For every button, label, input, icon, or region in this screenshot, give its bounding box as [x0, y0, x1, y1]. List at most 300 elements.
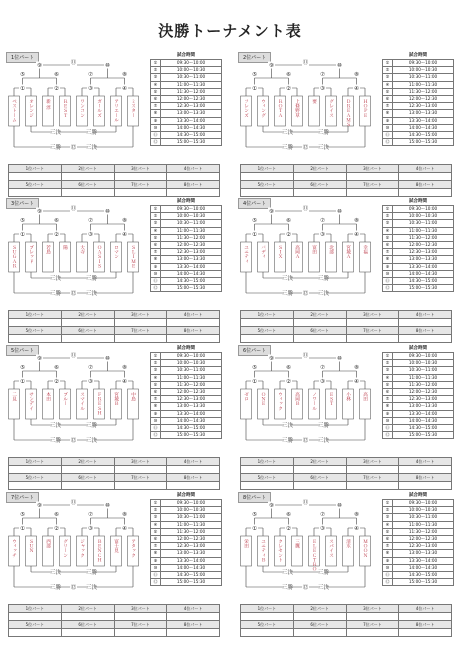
time-row: [383, 88, 454, 95]
match-number: ⑫: [70, 144, 77, 151]
time-table: [150, 205, 222, 292]
time-slot: 11:00～11:30: [393, 81, 454, 88]
team-name: ＨＯＰＥ: [362, 99, 368, 118]
results-header-row: [9, 181, 220, 189]
results-cell[interactable]: [114, 335, 167, 343]
time-number: ⑥: [383, 535, 393, 542]
time-number: ⑦: [383, 543, 393, 550]
time-slot: 13:30～14:00: [393, 263, 454, 270]
results-header-cell: 3位パート: [346, 311, 399, 319]
time-row: [151, 110, 222, 117]
results-cell[interactable]: [114, 613, 167, 621]
results-cell[interactable]: [241, 319, 294, 327]
results-table: [240, 457, 452, 490]
time-number: ⑨: [151, 557, 161, 564]
results-cell[interactable]: [293, 613, 346, 621]
match-number: ⑪: [70, 205, 77, 212]
time-table: [382, 352, 454, 439]
match-number: ①: [20, 85, 25, 92]
team-name: ＭＯＯＮ: [362, 539, 368, 558]
tournament-block: [236, 345, 456, 485]
time-number: ⑦: [151, 396, 161, 403]
results-header-cell: 6位パート: [61, 327, 114, 335]
results-cell[interactable]: [9, 173, 62, 181]
time-number: ①: [151, 206, 161, 213]
time-table: [150, 352, 222, 439]
match-number: ⑩: [105, 208, 110, 215]
time-slot: 13:30～14:00: [161, 263, 222, 270]
match-number: ③: [320, 85, 325, 92]
match-number: ①: [20, 378, 25, 385]
time-slot: 15:00～15:30: [393, 579, 454, 586]
time-slot: 10:30～11:00: [161, 514, 222, 521]
time-row: [383, 374, 454, 381]
team-name: ブレッド: [28, 245, 34, 264]
results-header-cell: 5位パート: [9, 474, 62, 482]
match-label: 三決: [49, 275, 62, 282]
results-cell[interactable]: [167, 189, 220, 197]
match-number: ②: [286, 525, 291, 532]
match-label: 三決: [49, 129, 62, 136]
results-cell[interactable]: [293, 466, 346, 474]
results-cell[interactable]: [61, 335, 114, 343]
results-header-row: [9, 458, 220, 466]
time-table-header: 試合時間: [177, 199, 195, 204]
time-number: ⑪: [383, 424, 393, 431]
results-cell[interactable]: [346, 466, 399, 474]
time-number: ⑪: [383, 571, 393, 578]
results-header-cell: 7位パート: [346, 181, 399, 189]
team-name: ＳＩＸ: [277, 245, 283, 259]
time-row: [383, 110, 454, 117]
match-number: ⑦: [320, 364, 325, 371]
results-cell[interactable]: [167, 173, 220, 181]
time-slot: 10:00～10:30: [393, 67, 454, 74]
results-cell[interactable]: [346, 319, 399, 327]
time-slot: 13:00～13:30: [161, 403, 222, 410]
time-number: ①: [383, 500, 393, 507]
time-slot: 15:00～15:30: [161, 579, 222, 586]
team-name: クレセント: [277, 539, 283, 562]
time-row: [383, 95, 454, 102]
time-slot: 14:30～15:00: [393, 131, 454, 138]
time-slot: 10:00～10:30: [161, 67, 222, 74]
time-slot: 11:30～12:00: [393, 234, 454, 241]
time-row: [151, 535, 222, 542]
time-slot: 15:00～15:30: [393, 139, 454, 146]
results-cell[interactable]: [114, 629, 167, 637]
results-header-cell: 4位パート: [399, 458, 452, 466]
results-cell[interactable]: [346, 629, 399, 637]
results-cell[interactable]: [399, 482, 452, 490]
match-number: ④: [354, 231, 359, 238]
match-label: 三勝: [85, 422, 98, 429]
team-name: ＲＯＴＡ: [277, 99, 283, 118]
results-cell[interactable]: [241, 173, 294, 181]
results-cell[interactable]: [167, 319, 220, 327]
results-value-row: [241, 335, 452, 343]
match-number: ⑥: [286, 511, 291, 518]
results-cell[interactable]: [241, 189, 294, 197]
match-number: ⑫: [302, 437, 309, 444]
results-header-cell: 3位パート: [114, 311, 167, 319]
time-row: [151, 277, 222, 284]
time-slot: 09:30～10:00: [161, 353, 222, 360]
time-number: ⑨: [383, 117, 393, 124]
match-number: ⑩: [337, 62, 342, 69]
team-name: ユニティＢ: [260, 539, 266, 562]
time-row: [383, 396, 454, 403]
results-cell[interactable]: [114, 319, 167, 327]
results-cell[interactable]: [399, 466, 452, 474]
team-name: ベストーム: [11, 99, 17, 122]
match-number: ⑦: [320, 217, 325, 224]
time-number: ⑤: [151, 234, 161, 241]
match-number: ②: [286, 231, 291, 238]
time-row: [383, 388, 454, 395]
time-slot: 14:30～15:00: [161, 277, 222, 284]
time-slot: 14:30～15:00: [161, 424, 222, 431]
results-cell[interactable]: [9, 466, 62, 474]
time-number: ⑤: [383, 528, 393, 535]
results-header-row: [9, 605, 220, 613]
results-cell[interactable]: [399, 613, 452, 621]
time-table: [382, 205, 454, 292]
time-number: ⑧: [151, 110, 161, 117]
match-label: 三決: [281, 422, 294, 429]
results-cell[interactable]: [241, 613, 294, 621]
time-table: [150, 499, 222, 586]
time-row: [151, 124, 222, 131]
team-name: 小林: [345, 392, 351, 402]
tournament-block: [236, 492, 456, 632]
team-name: ユニティ: [243, 245, 249, 264]
results-cell[interactable]: [346, 173, 399, 181]
time-row: [383, 528, 454, 535]
results-header-cell: 4位パート: [399, 605, 452, 613]
results-cell[interactable]: [346, 613, 399, 621]
match-number: ⑤: [252, 364, 257, 371]
time-row: [151, 564, 222, 571]
match-number: ⑪: [302, 352, 309, 359]
match-number: ③: [320, 231, 325, 238]
results-cell[interactable]: [61, 189, 114, 197]
time-slot: 09:30～10:00: [393, 500, 454, 507]
time-row: [383, 367, 454, 374]
match-number: ⑩: [337, 502, 342, 509]
team-name: 大寺: [79, 245, 85, 255]
time-number: ②: [151, 213, 161, 220]
time-number: ③: [383, 74, 393, 81]
results-cell[interactable]: [61, 319, 114, 327]
results-cell[interactable]: [114, 482, 167, 490]
results-cell[interactable]: [9, 335, 62, 343]
time-number: ②: [383, 360, 393, 367]
results-cell[interactable]: [399, 629, 452, 637]
match-number: ②: [54, 231, 59, 238]
results-cell[interactable]: [241, 335, 294, 343]
time-row: [383, 285, 454, 292]
results-header-cell: 3位パート: [346, 458, 399, 466]
results-header-cell: 5位パート: [241, 621, 294, 629]
time-number: ③: [383, 367, 393, 374]
match-label: 三決: [281, 275, 294, 282]
team-name: オレンジ: [28, 99, 34, 118]
results-table: [240, 604, 452, 637]
results-header-cell: 8位パート: [399, 181, 452, 189]
time-row: [151, 227, 222, 234]
time-row: [151, 403, 222, 410]
time-slot: 11:00～11:30: [161, 227, 222, 234]
time-row: [151, 263, 222, 270]
time-number: ⑥: [151, 95, 161, 102]
time-row: [151, 220, 222, 227]
match-number: ①: [252, 378, 257, 385]
match-number: ⑥: [54, 217, 59, 224]
team-name: ＳＵＮ: [28, 539, 34, 553]
time-number: ⑧: [151, 403, 161, 410]
results-cell[interactable]: [61, 482, 114, 490]
time-row: [383, 206, 454, 213]
results-cell[interactable]: [9, 629, 62, 637]
time-slot: 12:00～12:30: [393, 95, 454, 102]
results-cell[interactable]: [9, 613, 62, 621]
results-cell[interactable]: [399, 319, 452, 327]
time-row: [151, 360, 222, 367]
time-slot: 10:30～11:00: [161, 220, 222, 227]
time-number: ⑩: [383, 564, 393, 571]
time-row: [151, 367, 222, 374]
time-row: [383, 403, 454, 410]
results-header-cell: 7位パート: [114, 327, 167, 335]
time-slot: 10:00～10:30: [393, 507, 454, 514]
time-slot: 15:00～15:30: [393, 432, 454, 439]
match-number: ⑦: [88, 71, 93, 78]
results-cell[interactable]: [61, 629, 114, 637]
time-number: ⑧: [151, 550, 161, 557]
time-number: ⑫: [383, 139, 393, 146]
page-title: 決勝トーナメント表: [158, 22, 302, 40]
time-slot: 13:30～14:00: [161, 410, 222, 417]
results-cell[interactable]: [9, 319, 62, 327]
results-cell[interactable]: [293, 629, 346, 637]
results-header-cell: 7位パート: [114, 181, 167, 189]
team-name: 高岡Ａ: [294, 245, 300, 259]
match-number: ①: [252, 525, 257, 532]
time-row: [383, 424, 454, 431]
time-slot: 09:30～10:00: [393, 60, 454, 67]
time-table: [382, 59, 454, 146]
time-number: ⑫: [383, 579, 393, 586]
results-cell[interactable]: [293, 482, 346, 490]
match-number: ⑪: [302, 205, 309, 212]
time-number: ⑤: [383, 88, 393, 95]
results-header-cell: 8位パート: [167, 181, 220, 189]
match-number: ⑧: [122, 511, 127, 518]
match-number: ①: [20, 525, 25, 532]
time-row: [151, 528, 222, 535]
results-cell[interactable]: [167, 629, 220, 637]
time-slot: 11:00～11:30: [161, 374, 222, 381]
time-slot: 14:00～14:30: [161, 564, 222, 571]
results-cell[interactable]: [61, 173, 114, 181]
time-number: ⑦: [383, 249, 393, 256]
time-number: ⑩: [383, 270, 393, 277]
match-label: 三勝: [49, 584, 62, 591]
results-header-row: [241, 605, 452, 613]
results-cell[interactable]: [241, 482, 294, 490]
results-cell[interactable]: [9, 189, 62, 197]
time-slot: 13:00～13:30: [393, 110, 454, 117]
team-name: 富田: [311, 245, 317, 255]
time-row: [151, 67, 222, 74]
team-name: 二見: [11, 392, 17, 402]
results-cell[interactable]: [399, 335, 452, 343]
results-cell[interactable]: [346, 335, 399, 343]
results-cell[interactable]: [346, 482, 399, 490]
results-cell[interactable]: [399, 189, 452, 197]
results-cell[interactable]: [399, 173, 452, 181]
time-row: [383, 124, 454, 131]
match-number: ⑩: [105, 355, 110, 362]
time-number: ⑩: [151, 124, 161, 131]
time-number: ⑧: [383, 550, 393, 557]
time-slot: 14:00～14:30: [161, 270, 222, 277]
time-row: [151, 213, 222, 220]
tournament-block: [4, 492, 224, 632]
match-label: 三勝: [317, 569, 330, 576]
match-label: 三勝: [281, 437, 294, 444]
results-cell[interactable]: [293, 335, 346, 343]
results-value-row: [241, 482, 452, 490]
time-slot: 11:00～11:30: [393, 521, 454, 528]
results-cell[interactable]: [293, 189, 346, 197]
match-number: ⑤: [252, 511, 257, 518]
team-name: ＳＬＩＭＥ: [130, 245, 136, 268]
team-name: ＯＮＥ: [260, 392, 266, 406]
results-header-cell: 4位パート: [399, 165, 452, 173]
time-row: [151, 234, 222, 241]
time-number: ④: [151, 81, 161, 88]
results-header-cell: 2位パート: [61, 605, 114, 613]
time-slot: 10:00～10:30: [393, 360, 454, 367]
time-number: ⑪: [383, 131, 393, 138]
match-number: ⑤: [252, 71, 257, 78]
time-number: ⑤: [383, 234, 393, 241]
results-cell[interactable]: [293, 173, 346, 181]
time-number: ⑥: [151, 535, 161, 542]
results-cell[interactable]: [114, 189, 167, 197]
results-header-row: [9, 327, 220, 335]
time-slot: 14:30～15:00: [393, 277, 454, 284]
match-number: ⑦: [88, 364, 93, 371]
team-name: サンデイ: [28, 392, 34, 411]
match-label: 三決: [281, 129, 294, 136]
results-header-cell: 5位パート: [9, 181, 62, 189]
time-number: ③: [151, 220, 161, 227]
results-header-cell: 1位パート: [9, 165, 62, 173]
time-slot: 11:30～12:00: [393, 88, 454, 95]
match-number: ⑦: [88, 511, 93, 518]
results-cell[interactable]: [293, 319, 346, 327]
results-header-cell: 6位パート: [293, 621, 346, 629]
match-label: 三決: [317, 437, 330, 444]
results-cell[interactable]: [114, 466, 167, 474]
time-row: [383, 270, 454, 277]
time-slot: 10:30～11:00: [393, 220, 454, 227]
time-slot: 10:30～11:00: [161, 74, 222, 81]
time-row: [151, 550, 222, 557]
time-slot: 13:00～13:30: [393, 256, 454, 263]
results-header-row: [241, 621, 452, 629]
time-row: [151, 206, 222, 213]
results-cell[interactable]: [167, 613, 220, 621]
time-number: ⑧: [151, 256, 161, 263]
results-cell[interactable]: [9, 482, 62, 490]
results-cell[interactable]: [241, 466, 294, 474]
results-cell[interactable]: [61, 613, 114, 621]
time-row: [151, 507, 222, 514]
time-row: [383, 117, 454, 124]
time-slot: 11:30～12:00: [161, 234, 222, 241]
time-row: [383, 353, 454, 360]
block-label: 6位パート: [238, 345, 271, 356]
time-number: ④: [383, 227, 393, 234]
time-slot: 13:00～13:30: [393, 403, 454, 410]
time-number: ④: [383, 374, 393, 381]
results-header-row: [241, 181, 452, 189]
time-number: ⑤: [383, 381, 393, 388]
match-number: ②: [286, 85, 291, 92]
results-header-cell: 3位パート: [114, 165, 167, 173]
block-label: 2位パート: [238, 52, 271, 63]
time-number: ⑪: [151, 131, 161, 138]
time-number: ③: [151, 367, 161, 374]
results-cell[interactable]: [241, 629, 294, 637]
match-number: ⑥: [286, 217, 291, 224]
match-label: 三決: [85, 437, 98, 444]
results-cell[interactable]: [167, 482, 220, 490]
time-row: [383, 67, 454, 74]
team-name: 西部: [45, 539, 51, 549]
time-number: ⑨: [383, 410, 393, 417]
results-cell[interactable]: [114, 173, 167, 181]
time-row: [383, 103, 454, 110]
results-cell[interactable]: [61, 466, 114, 474]
results-header-cell: 2位パート: [61, 165, 114, 173]
results-cell[interactable]: [167, 335, 220, 343]
results-cell[interactable]: [167, 466, 220, 474]
time-number: ④: [151, 521, 161, 528]
time-number: ②: [383, 507, 393, 514]
time-slot: 14:00～14:30: [161, 124, 222, 131]
time-slot: 15:00～15:30: [393, 285, 454, 292]
results-header-cell: 3位パート: [346, 165, 399, 173]
results-cell[interactable]: [346, 189, 399, 197]
time-slot: 11:30～12:00: [393, 528, 454, 535]
match-number: ⑤: [20, 71, 25, 78]
team-name: スマイル: [79, 392, 85, 411]
time-row: [383, 417, 454, 424]
time-row: [151, 543, 222, 550]
match-label: 三決: [317, 290, 330, 297]
time-slot: 12:30～13:00: [161, 103, 222, 110]
match-label: 三勝: [317, 422, 330, 429]
time-slot: 10:30～11:00: [393, 367, 454, 374]
results-header-cell: 4位パート: [399, 311, 452, 319]
time-number: ⑫: [151, 285, 161, 292]
time-slot: 10:30～11:00: [393, 514, 454, 521]
